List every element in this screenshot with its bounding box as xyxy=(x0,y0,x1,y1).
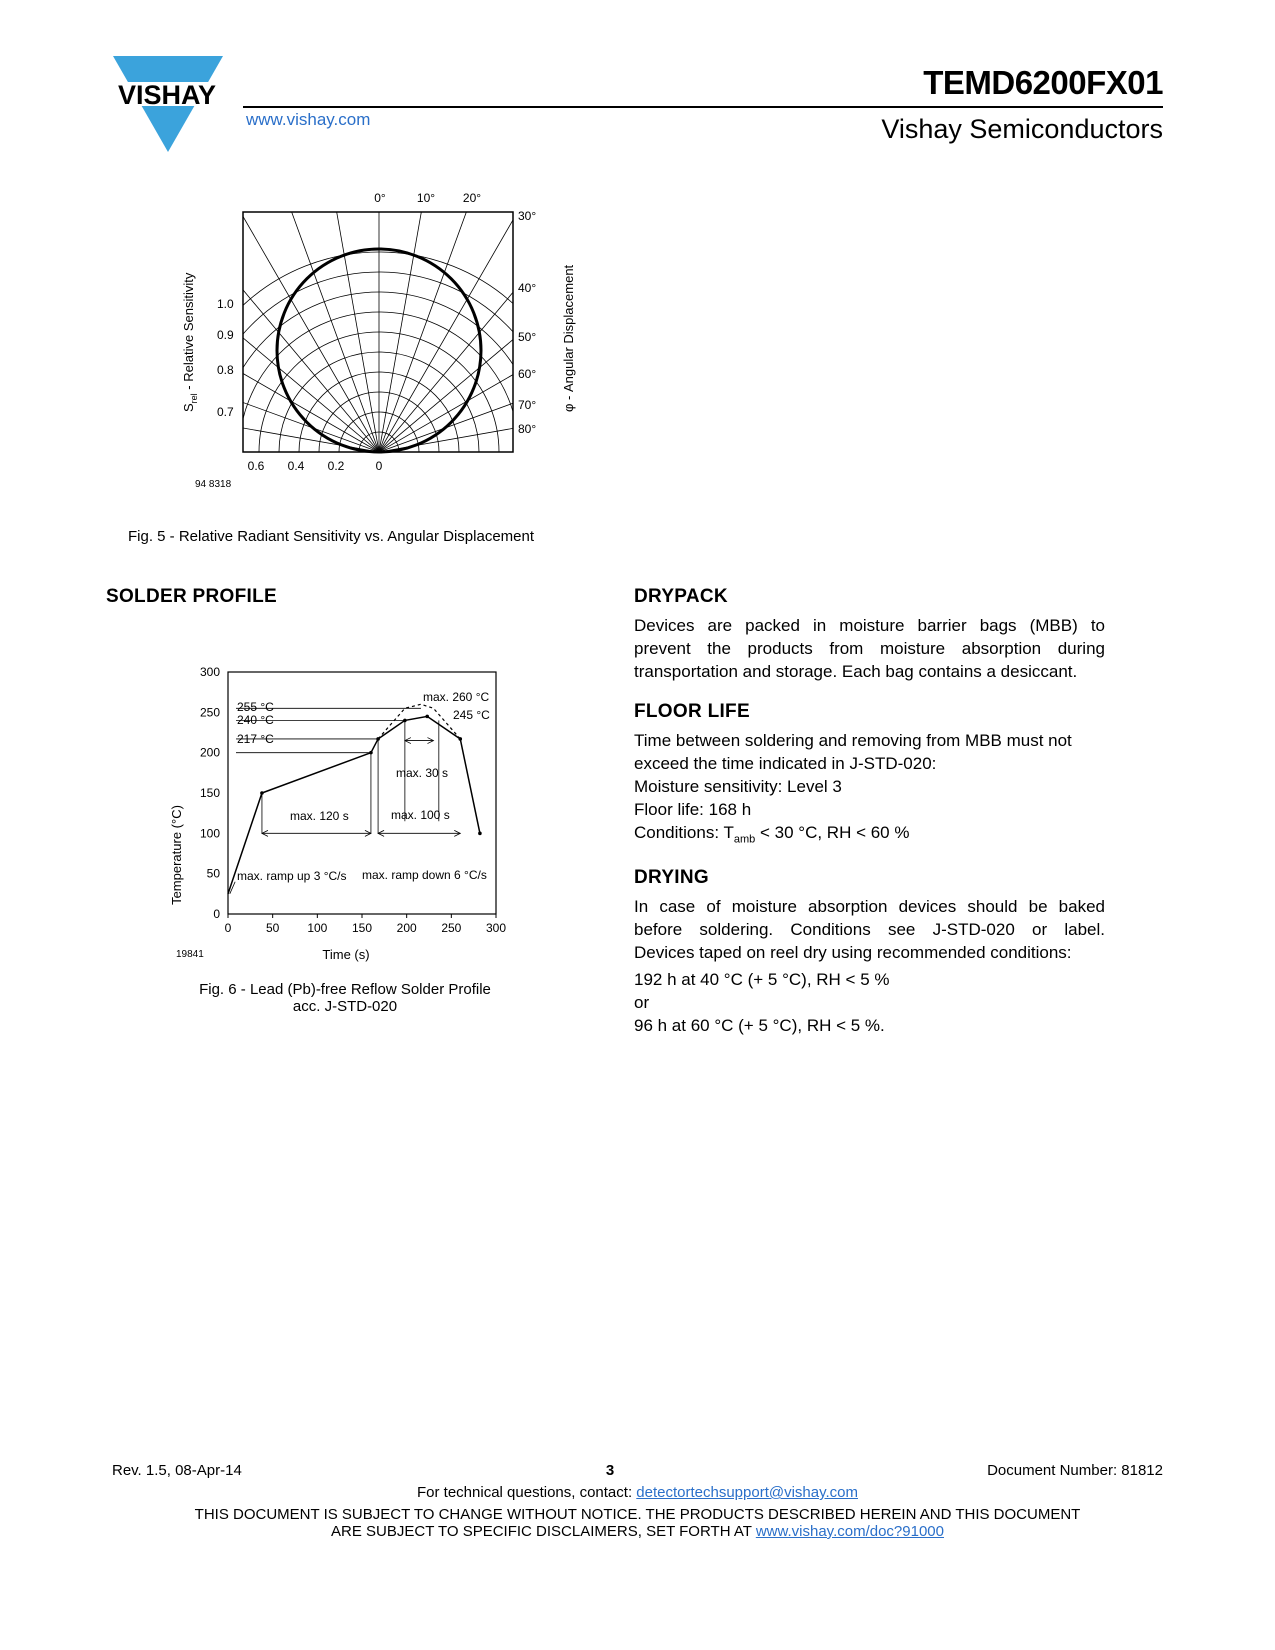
drying-line: Devices taped on reel dry using recommended conditions: xyxy=(634,943,1072,963)
fig5-sens-0-7: 0.7 xyxy=(217,405,234,419)
document-number: Document Number: 81812 xyxy=(987,1462,1163,1479)
note-ramp-down: max. ramp down 6 °C/s xyxy=(362,868,487,882)
floor-life-text xyxy=(634,729,1105,851)
fig5-angle-20: 20° xyxy=(462,191,482,205)
floor-life-line: exceed the time indicated in J-STD-020: xyxy=(634,754,937,773)
disclaimer-link[interactable]: www.vishay.com/doc?91000 xyxy=(755,1523,944,1540)
website-link[interactable]: www.vishay.com xyxy=(246,110,371,129)
drying-text xyxy=(634,895,1105,1037)
note-240: 240 °C xyxy=(237,713,274,727)
solder-ylabel: Temperature (°C) xyxy=(169,805,184,905)
solder-xlabel: Time (s) xyxy=(322,947,370,962)
drying-option-2: 96 h at 60 °C (+ 5 °C), RH < 5 %. xyxy=(634,1016,885,1036)
disclaimer-2 xyxy=(112,1523,1163,1540)
polar-angle-ray xyxy=(270,180,379,452)
fig6-caption-line1: Fig. 6 - Lead (Pb)-free Reflow Solder Profile xyxy=(199,981,491,998)
polar-angle-ray xyxy=(170,292,379,452)
floor-life-conditions: Conditions: $T_{amb} < 30$ °C, RH < 60 % xyxy=(634,823,910,846)
fig5-angle-0: 0° xyxy=(374,191,386,205)
disclaimer-1: THIS DOCUMENT IS SUBJECT TO CHANGE WITHOUT NOTICE. THE PRODUCTS DESCRIBED HEREIN AND THIS DOCUMENT xyxy=(194,1506,1081,1523)
solder-y-tick-label: 0 xyxy=(213,907,220,921)
floor-life-line: Moisture sensitivity: Level 3 xyxy=(634,777,842,796)
solder-y-tick-label: 50 xyxy=(206,866,220,881)
solder-profile-heading: SOLDER PROFILE xyxy=(106,586,277,607)
solder-profile-point xyxy=(478,832,482,836)
solder-x-tick-label: 150 xyxy=(351,921,373,935)
fig6-caption-line2: acc. J-STD-020 xyxy=(292,998,398,1015)
fig5-angle-10: 10° xyxy=(416,191,436,205)
fig5-polar-diagram xyxy=(170,180,610,520)
fig5-angle-40: 40° xyxy=(518,281,537,295)
solder-profile-chart xyxy=(160,655,530,970)
note-217: 217 °C xyxy=(237,732,274,746)
fig5-caption: Fig. 5 - Relative Radiant Sensitivity vs. Angular Displacement xyxy=(128,528,535,545)
solder-x-tick-label: 50 xyxy=(265,921,280,935)
drypack-text xyxy=(634,614,1105,683)
drying-line: In case of moisture absorption devices should be baked xyxy=(634,897,1105,917)
solder-x-tick-label: 250 xyxy=(441,921,462,935)
polar-angle-ray xyxy=(323,180,379,452)
drypack-line: Devices are packed in moisture barrier bags (MBB) to xyxy=(634,616,1105,635)
note-max260: max. 260 °C xyxy=(423,690,490,704)
fig5-right-label: φ - Angular Displacement xyxy=(561,264,576,412)
fig5-angle-50: 50° xyxy=(518,330,537,344)
fig5-sens-1-0: 1.0 xyxy=(217,297,234,311)
floor-life-line: Time between soldering and removing from MBB must not xyxy=(634,731,1072,750)
drying-option-1: 192 h at 40 °C (+ 5 °C), RH < 5 % xyxy=(634,970,890,990)
polar-angle-ray xyxy=(379,180,488,452)
floor-life-heading: FLOOR LIFE xyxy=(634,701,750,722)
drying-line: before soldering. Conditions see J-STD-020 or label. xyxy=(634,920,1105,940)
logo-wordmark: VISHAY xyxy=(117,80,217,110)
solder-y-tick-label: 150 xyxy=(199,786,220,800)
solder-y-tick-label: 250 xyxy=(199,705,220,720)
polar-angle-ray xyxy=(170,246,379,452)
note-255: 255 °C xyxy=(237,700,274,714)
fig5-angle-60: 60° xyxy=(518,367,537,381)
disclaimer-2-text: ARE SUBJECT TO SPECIFIC DISCLAIMERS, SET FORTH AT xyxy=(331,1523,756,1540)
solder-y-tick-label: 200 xyxy=(199,745,220,760)
note-245: 245 °C xyxy=(453,708,490,722)
contact-email-link[interactable]: detectortechsupport@vishay.com xyxy=(636,1484,858,1501)
polar-grid xyxy=(170,180,610,520)
note-ramp-up: max. ramp up 3 °C/s xyxy=(237,869,347,883)
floor-life-line: Floor life: 168 h xyxy=(634,800,752,819)
polar-angle-ray xyxy=(379,180,435,452)
solder-profile-point xyxy=(458,737,462,741)
solder-x-tick-label: 300 xyxy=(485,921,507,935)
fig5-sens-0-9: 0.9 xyxy=(217,328,234,342)
fig5-scale-0-4: 0.4 xyxy=(287,459,305,473)
solder-x-tick-label: 200 xyxy=(396,921,417,935)
part-number: TEMD6200FX01 xyxy=(923,64,1163,101)
vishay-logo xyxy=(105,56,230,156)
fig6-caption xyxy=(160,981,530,1015)
header-rule xyxy=(243,106,1163,108)
fig5-sens-0-8: 0.8 xyxy=(217,363,234,377)
solder-code: 19841 xyxy=(176,949,204,960)
drypack-heading: DRYPACK xyxy=(634,586,728,607)
fig5-angle-30: 30° xyxy=(518,209,537,223)
drying-or: or xyxy=(634,993,650,1013)
page-number: 3 xyxy=(605,1462,615,1479)
polar-angle-ray xyxy=(170,396,379,452)
solder-x-tick-label: 0 xyxy=(224,921,232,935)
fig5-angle-70: 70° xyxy=(518,398,537,412)
contact-label: For technical questions, contact: xyxy=(417,1484,637,1501)
fig5-scale-0-6: 0.6 xyxy=(247,459,265,473)
note-max30: max. 30 s xyxy=(396,766,449,780)
fig5-angle-80: 80° xyxy=(518,422,537,436)
fig5-scale-0-2: 0.2 xyxy=(327,459,345,473)
drying-heading: DRYING xyxy=(634,867,709,889)
solder-y-tick-label: 300 xyxy=(199,665,220,679)
polar-angle-ray xyxy=(379,207,585,452)
fig5-ylabel: $S_{rel}$ - Relative Sensitivity xyxy=(181,272,199,412)
drypack-line: prevent the products from moisture absorption during xyxy=(634,639,1105,658)
fig5-scale-0: 0 xyxy=(375,459,383,473)
solder-y-tick-label: 100 xyxy=(199,826,220,841)
note-max100: max. 100 s xyxy=(391,808,450,822)
note-max120: max. 120 s xyxy=(290,809,349,823)
solder-max-limit-line xyxy=(378,704,460,739)
fig5-code: 94 8318 xyxy=(195,479,232,490)
solder-profile-point xyxy=(425,715,429,719)
solder-x-tick-label: 100 xyxy=(307,921,328,935)
manufacturer-name: Vishay Semiconductors xyxy=(881,114,1163,144)
drypack-line: transportation and storage. Each bag contains a desiccant. xyxy=(634,662,1078,681)
polar-angle-ray xyxy=(173,207,379,452)
revision: Rev. 1.5, 08-Apr-14 xyxy=(112,1462,242,1479)
right-column xyxy=(634,586,1105,1037)
contact-line xyxy=(112,1484,1163,1501)
